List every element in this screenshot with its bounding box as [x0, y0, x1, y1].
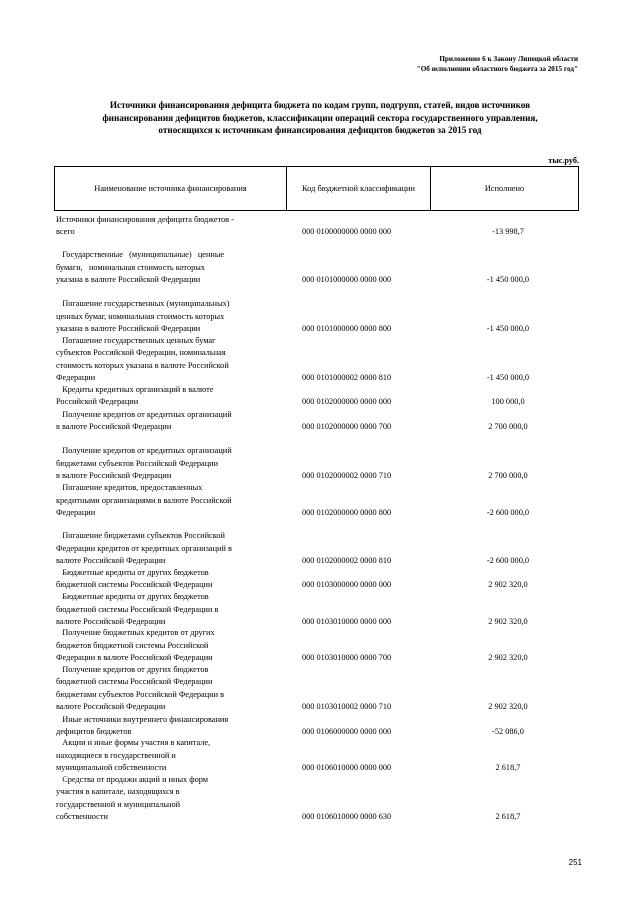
source-name	[56, 482, 286, 519]
executed-amount: -52 086,0	[492, 726, 524, 736]
source-name-line: Бюджетные кредиты от других бюджетов	[56, 567, 209, 577]
source-name	[56, 335, 286, 384]
source-name-line: находящиеся в государственной и	[56, 750, 176, 760]
source-name-line: участия в капитале, находящихся в	[56, 787, 180, 797]
source-name-line: указана в валюте Российской Федерации	[56, 323, 201, 333]
source-name-line: Федерации	[56, 372, 96, 382]
source-name-line: кредитными организациями в валюте Российской	[56, 495, 232, 505]
executed-amount: 2 618,7	[495, 811, 521, 821]
source-name	[56, 591, 286, 628]
source-name-line: Получение кредитов от кредитных организаций	[56, 409, 232, 419]
budget-code: 000 0106010000 0000 000	[302, 762, 392, 772]
executed-amount: -2 600 000,0	[486, 507, 530, 517]
source-name	[56, 714, 286, 738]
appendix-line-1: Приложение 6 к Закону Липецкой области	[439, 55, 578, 63]
page-number: 251	[568, 858, 582, 867]
table-row	[56, 592, 578, 628]
source-name-line: Акции и иные формы участия в капитале,	[56, 738, 211, 748]
source-name-line: бюджетами субъектов Российской Федерации	[56, 458, 219, 468]
budget-code: 000 0102000002 0000 710	[302, 470, 392, 480]
source-name-line: бюджетной системы Российской Федерации	[56, 677, 213, 687]
table-row	[56, 567, 578, 591]
column-header-code: Код бюджетной классификации	[287, 167, 431, 210]
source-name	[56, 567, 286, 591]
source-name-line: бюджетной системы Российской Федерации в	[56, 604, 219, 614]
executed-amount: -2 600 000,0	[486, 555, 530, 565]
source-name-line: Погашение кредитов, предоставленных	[56, 483, 203, 493]
source-name	[56, 664, 286, 713]
budget-code: 000 0103010000 0000 000	[302, 616, 392, 626]
table-row	[56, 738, 578, 774]
source-name-line: Погашение бюджетами субъектов Российской	[56, 531, 225, 541]
source-name-line: стоимость которых указана в валюте Российской	[56, 360, 229, 370]
source-name	[56, 384, 286, 408]
source-name-line: Погашение государственных (муниципальных)	[56, 299, 230, 309]
appendix-line-2: "Об исполнении областного бюджета за 2015 год"	[416, 65, 578, 73]
source-name-line: Федерации кредитов от кредитных организаций в	[56, 543, 232, 553]
source-name	[56, 214, 286, 238]
executed-amount: -1 450 000,0	[486, 372, 530, 382]
source-name	[56, 530, 286, 567]
source-name	[56, 774, 286, 823]
budget-code: 000 0101000002 0000 810	[302, 372, 392, 382]
budget-code: 000 0103010002 0000 710	[302, 701, 392, 711]
budget-code: 000 0101000000 0000 000	[302, 274, 392, 284]
source-name-line: Иные источники внутреннего финансирования	[56, 714, 229, 724]
budget-code: 000 0102000002 0000 810	[302, 555, 392, 565]
executed-amount: -1 450 000,0	[486, 323, 530, 333]
source-name-line: Федерации	[56, 507, 96, 517]
table-row	[56, 384, 578, 408]
executed-amount: 2 902 320,0	[488, 652, 528, 662]
source-name-line: бюджетами субъектов Российской Федерации в	[56, 689, 225, 699]
source-name-line: Получение кредитов от кредитных организаций	[56, 446, 232, 456]
executed-amount: 2 700 000,0	[488, 470, 528, 480]
source-name	[56, 737, 286, 774]
table-row	[56, 483, 578, 519]
column-header-amount: Исполнено	[484, 184, 525, 193]
budget-code: 000 0106000000 0000 000	[302, 726, 392, 736]
budget-code: 000 0103010000 0000 700	[302, 652, 392, 662]
executed-amount: 2 902 320,0	[488, 616, 528, 626]
budget-code: 000 0100000000 0000 000	[302, 226, 392, 236]
source-name-line: валюте Российской Федерации	[56, 701, 166, 711]
source-name-line: муниципальной собственности	[56, 762, 167, 772]
source-name-line: в валюте Российской Федерации	[56, 421, 172, 431]
executed-amount: 100 000,0	[491, 396, 525, 406]
title-line-1: Источники финансирования дефицита бюджета по кодам групп, подгрупп, статей, видов источников	[109, 100, 531, 110]
source-name-line: собственности	[56, 811, 108, 821]
source-name-line: всего	[56, 226, 75, 236]
source-name-line: Погашение государственных ценных бумаг	[56, 336, 216, 346]
source-name-line: бумаги, номинальная стоимость которых	[56, 262, 205, 272]
source-name-line: бюджетной системы Российской Федерации	[56, 579, 213, 589]
table-row	[56, 336, 578, 384]
table-row	[56, 299, 578, 335]
table-row	[56, 531, 578, 567]
column-header-name: Наименование источника финансирования	[55, 167, 287, 210]
source-name	[56, 445, 286, 482]
source-name-line: Средства от продажи акций и иных форм	[56, 775, 209, 785]
source-name-line: валюте Российской Федерации	[56, 555, 166, 565]
source-name	[56, 409, 286, 433]
source-name-line: государственной и муниципальной	[56, 799, 181, 809]
source-name-line: дефицитов бюджетов	[56, 726, 132, 736]
table-row	[56, 714, 578, 738]
source-name	[56, 249, 286, 286]
budget-code: 000 0106010000 0000 630	[302, 811, 392, 821]
source-name-line: указана в валюте Российской Федерации	[56, 274, 201, 284]
source-name-line: Кредиты кредитных организаций в валюте	[56, 384, 214, 394]
budget-code: 000 0103000000 0000 000	[302, 579, 392, 589]
budget-code: 000 0101000000 0000 800	[302, 323, 392, 333]
source-name-line: Получение кредитов от других бюджетов	[56, 665, 209, 675]
source-name-line: Бюджетные кредиты от других бюджетов	[56, 592, 209, 602]
source-name-line: Государственные (муниципальные) ценные	[56, 250, 225, 260]
table-row	[56, 665, 578, 713]
source-name	[56, 298, 286, 335]
executed-amount: -1 450 000,0	[486, 274, 530, 284]
source-name-line: ценных бумаг, номинальная стоимость которых	[56, 311, 225, 321]
table-row	[56, 409, 578, 433]
source-name-line: субъектов Российской Федерации, номинальная	[56, 348, 226, 358]
executed-amount: 2 618,7	[495, 762, 521, 772]
source-name-line: Источники финансирования дефицита бюджетов -	[56, 214, 234, 224]
source-name-line: Федерации в валюте Российской Федерации	[56, 652, 213, 662]
table-row	[56, 628, 578, 664]
table-row	[56, 250, 578, 286]
executed-amount: 2 902 320,0	[488, 701, 528, 711]
source-name-line: Российской Федерации	[56, 396, 139, 406]
table-row	[56, 214, 578, 238]
title-line-2: финансирования дефицитов бюджетов, классификации операций сектора государственного управления,	[102, 112, 538, 123]
budget-code: 000 0102000000 0000 000	[302, 396, 392, 406]
executed-amount: 2 902 320,0	[488, 579, 528, 589]
budget-code: 000 0102000000 0000 700	[302, 421, 392, 431]
title-line-3: относящихся к источникам финансирования дефицитов бюджетов за 2015 год	[158, 125, 482, 135]
table-row	[56, 446, 578, 482]
unit-label: тыс.руб.	[548, 156, 579, 165]
source-name-line: бюджетов бюджетной системы Российской	[56, 640, 209, 650]
source-name-line: валюте Российской Федерации	[56, 616, 166, 626]
executed-amount: -13 998,7	[492, 226, 524, 236]
executed-amount: 2 700 000,0	[488, 421, 528, 431]
source-name	[56, 627, 286, 664]
source-name-line: в валюте Российской Федерации	[56, 470, 172, 480]
table-row	[56, 775, 578, 823]
budget-code: 000 0102000000 0000 800	[302, 507, 392, 517]
source-name-line: Получение бюджетных кредитов от других	[56, 628, 215, 638]
